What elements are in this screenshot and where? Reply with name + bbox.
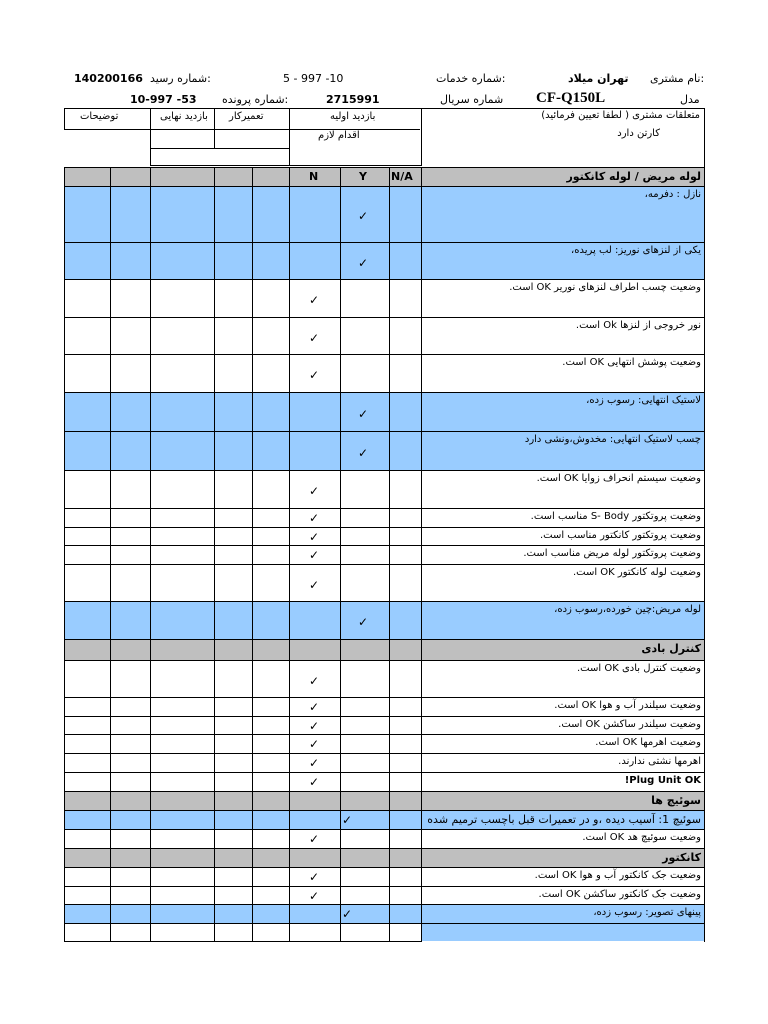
service-no-label: شماره خدمات: xyxy=(436,72,506,85)
section-header-bg xyxy=(64,848,704,867)
check-mark: ✓ xyxy=(358,209,369,223)
grid-line xyxy=(64,167,65,942)
check-mark: ✓ xyxy=(309,331,320,345)
check-mark: ✓ xyxy=(309,548,320,562)
col-n-header: N xyxy=(309,170,319,183)
grid-line xyxy=(64,772,704,773)
section-header-bg xyxy=(64,791,704,810)
customer-name: تهران میلاد xyxy=(568,72,629,85)
checklist-item-label: یکی از لنزهای نوریز: لب پریده، xyxy=(571,245,701,256)
grid-line xyxy=(421,108,422,166)
checklist-item-label: وضعیت جک کانکتور ساکشن OK است. xyxy=(538,889,701,900)
check-mark: ✓ xyxy=(309,530,320,544)
checklist-item-label: وضعیت پروتکتور کانکتور مناسب است. xyxy=(539,530,701,541)
action-required-header: اقدام لازم xyxy=(318,130,360,141)
check-mark: ✓ xyxy=(309,832,320,846)
grid-line xyxy=(64,753,704,754)
col-y-header: Y xyxy=(359,170,367,183)
grid-line xyxy=(64,129,420,130)
grid-line xyxy=(64,167,704,168)
check-mark: ✓ xyxy=(358,446,369,460)
grid-line xyxy=(64,904,704,905)
check-mark: ✓ xyxy=(358,256,369,270)
grid-line xyxy=(64,810,704,811)
grid-line xyxy=(64,508,704,509)
section-title: لوله مریض / لوله کانکتور xyxy=(566,170,701,183)
checklist-item-label: وضعیت لوله کانکتور OK است. xyxy=(572,567,701,578)
check-mark: ✓ xyxy=(309,889,320,903)
check-mark: ✓ xyxy=(309,870,320,884)
grid-line xyxy=(64,716,704,717)
checklist-item-label: وضعیت سیلندر آب و هوا OK است. xyxy=(554,700,701,711)
col-na-header: N/A xyxy=(391,170,413,183)
grid-line xyxy=(252,167,253,942)
grid-line xyxy=(214,167,215,942)
check-mark: ✓ xyxy=(309,484,320,498)
grid-line xyxy=(64,734,704,735)
grid-line xyxy=(704,108,705,942)
section-title: سوئیچ ها xyxy=(651,794,701,807)
accessories-label: متعلقات مشتری ( لطفا تعیین فرمائید) xyxy=(541,110,700,121)
grid-line xyxy=(64,242,704,243)
checklist-item-label: نازل : دفرمه، xyxy=(644,189,701,200)
grid-line xyxy=(64,601,704,602)
checklist-item-label: وضعیت اهرمها OK است. xyxy=(595,737,701,748)
checklist-item-label: وضعیت پروتکتور لوله مریض مناسب است. xyxy=(523,548,701,559)
grid-line xyxy=(64,660,704,661)
grid-line xyxy=(340,167,341,942)
grid-line xyxy=(64,392,704,393)
grid-line xyxy=(289,167,290,942)
item-row-bg xyxy=(421,923,704,941)
grid-line xyxy=(64,923,704,924)
customer-name-label: نام مشتری: xyxy=(650,72,705,85)
grid-line xyxy=(64,527,704,528)
model-value: CF-Q150L xyxy=(536,90,606,106)
service-no: 5 - 997 -10 xyxy=(283,72,344,85)
grid-line xyxy=(64,829,704,830)
grid-line xyxy=(64,545,704,546)
grid-line xyxy=(64,941,421,942)
checklist-item-label: چسب لاستیک انتهایی: مخدوش،ونشی دارد xyxy=(524,434,701,445)
checklist-item-label: وضعیت سیلندر ساکشن OK است. xyxy=(558,719,701,730)
final-visit-header: بازدید نهایی xyxy=(160,111,208,122)
grid-line xyxy=(64,791,704,792)
check-mark: ✓ xyxy=(309,511,320,525)
checklist-item-label: وضعیت سیستم انحراف زوایا OK است. xyxy=(536,473,701,484)
check-mark: ✓ xyxy=(309,719,320,733)
grid-line xyxy=(64,867,704,868)
checklist-item-label: سوئیچ 1: آسیب دیده ،و در تعمیرات قبل باچسب ترمیم شده xyxy=(427,813,701,826)
file-no-label: شماره پرونده: xyxy=(222,93,289,106)
check-mark: ✓ xyxy=(309,756,320,770)
checklist-item-label: وضعیت پروتکتور S- Body مناسب است. xyxy=(530,511,701,522)
check-mark: ✓ xyxy=(309,293,320,307)
first-visit-header: بازدید اولیه xyxy=(330,111,376,122)
grid-line xyxy=(150,148,289,149)
check-mark: ✓ xyxy=(309,674,320,688)
checklist-item-label: نور خروجی از لنزها Ok است. xyxy=(575,320,701,331)
checklist-item-label: Plug Unit OK! xyxy=(624,775,701,786)
check-mark: ✓ xyxy=(358,615,369,629)
grid-line xyxy=(64,317,704,318)
carton-label: کارتن دارد xyxy=(617,128,660,139)
notes-header: توضیحات xyxy=(80,111,119,122)
check-mark: ✓ xyxy=(309,700,320,714)
check-mark: ✓ xyxy=(309,775,320,789)
section-title: کنترل بادی xyxy=(641,642,701,655)
grid-line xyxy=(421,167,422,942)
model-label: مدل xyxy=(680,93,700,106)
grid-line xyxy=(64,431,704,432)
grid-line xyxy=(64,279,704,280)
technician-header: تعمیرکار xyxy=(229,111,264,122)
grid-line xyxy=(64,564,704,565)
checklist-item-label: لوله مریض:چین خورده،رسوب زده، xyxy=(554,604,701,615)
check-mark: ✓ xyxy=(342,813,353,827)
checklist-item-label: وضعیت چسب اطراف لنزهای نوریر OK است. xyxy=(509,282,701,293)
checklist-item-label: اهرمها نشتی ندارند. xyxy=(618,756,701,767)
grid-line xyxy=(64,639,704,640)
serial-label: شماره سریال xyxy=(440,93,504,106)
section-title: کانکتور xyxy=(662,851,701,864)
receipt-no: 140200166 xyxy=(74,72,143,85)
grid-line xyxy=(150,167,151,942)
grid-line xyxy=(110,167,111,942)
item-row-bg xyxy=(64,186,704,242)
check-mark: ✓ xyxy=(309,368,320,382)
grid-line xyxy=(64,108,704,109)
check-mark: ✓ xyxy=(358,407,369,421)
checklist-item-label: لاستیک انتهایی: رسوب زده، xyxy=(586,395,701,406)
grid-line xyxy=(64,848,704,849)
grid-line xyxy=(150,165,421,166)
checklist-item-label: وضعیت کنترل بادی OK است. xyxy=(577,663,701,674)
check-mark: ✓ xyxy=(309,737,320,751)
grid-line xyxy=(64,697,704,698)
grid-line xyxy=(64,470,704,471)
grid-line xyxy=(64,108,65,130)
grid-line xyxy=(389,167,390,942)
checklist-item-label: وضعیت پوشش انتهایی OK است. xyxy=(562,357,701,368)
grid-line xyxy=(64,354,704,355)
checklist-item-label: وضعیت سوئیچ هد OK است. xyxy=(582,832,701,843)
check-mark: ✓ xyxy=(309,578,320,592)
grid-line xyxy=(289,108,290,165)
serial-value: 2715991 xyxy=(326,93,380,106)
grid-line xyxy=(214,108,215,148)
checklist-item-label: پینهای تصویر: رسوب زده، xyxy=(593,907,701,918)
receipt-no-label: شماره رسید: xyxy=(150,72,211,85)
check-mark: ✓ xyxy=(342,907,353,921)
file-no: 10-997 -53 xyxy=(130,93,197,106)
grid-line xyxy=(150,108,151,165)
section-header-bg xyxy=(64,639,704,660)
grid-line xyxy=(64,186,704,187)
grid-line xyxy=(64,886,704,887)
checklist-item-label: وضعیت جک کانکتور آب و هوا OK است. xyxy=(534,870,701,881)
